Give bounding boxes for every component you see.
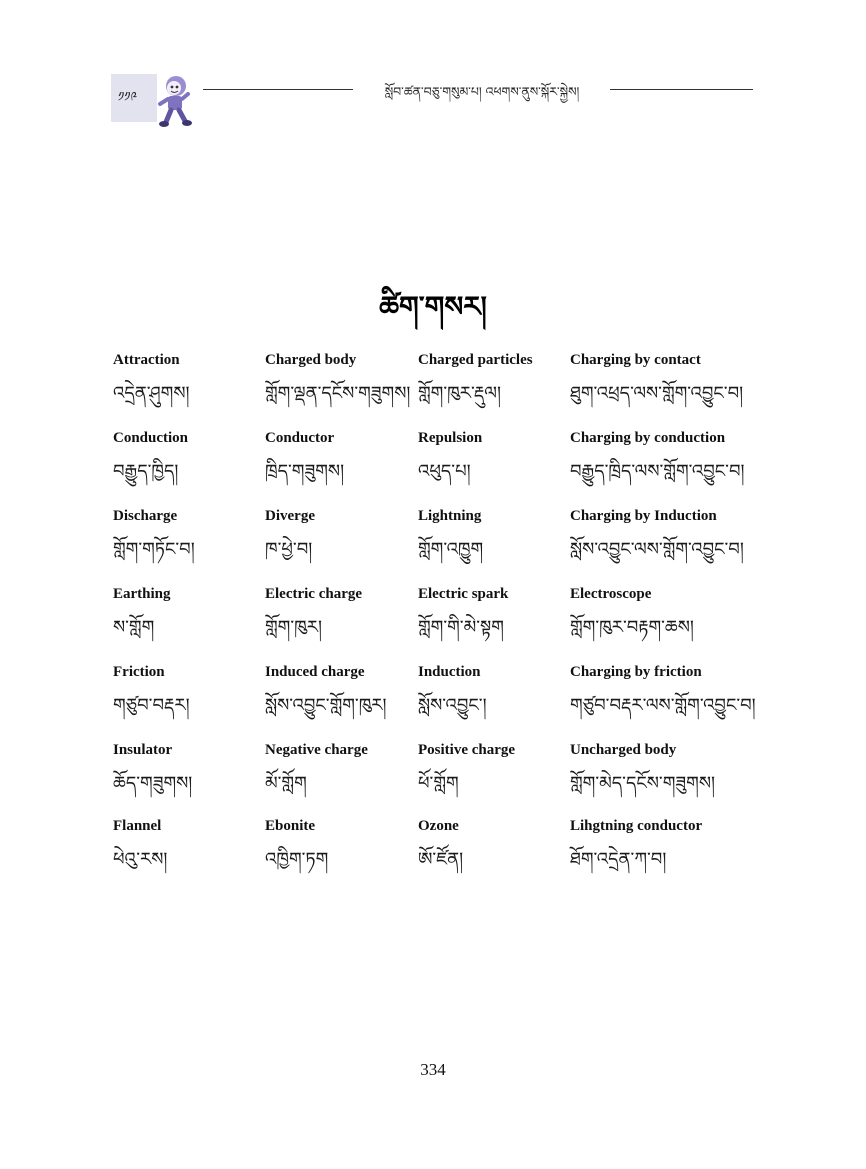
term-english: Conductor	[265, 430, 335, 446]
term-english: Charging by contact	[570, 352, 701, 368]
term-tibetan: མོ་གློག	[265, 773, 307, 794]
term-english: Attraction	[113, 352, 180, 368]
page-number: 334	[420, 1060, 446, 1079]
term-tibetan: བརྒྱུད་ཁྲིད་ལས་གློག་འབྱུང་བ།	[570, 461, 745, 482]
term-english: Friction	[113, 664, 165, 680]
term-tibetan: འདྲེན་ཤུགས།	[113, 383, 190, 404]
term-english: Lihgtning conductor	[570, 818, 703, 834]
term-tibetan: ཁྲིད་གཟུགས།	[265, 461, 345, 482]
term-english: Ozone	[418, 818, 459, 834]
term-english: Charging by conduction	[570, 430, 726, 446]
term-english: Conduction	[113, 430, 189, 446]
term-tibetan: གློག་མེད་དངོས་གཟུགས།	[570, 773, 715, 794]
term-tibetan: གློག་ལྡན་དངོས་གཟུགས།	[265, 383, 411, 404]
term-tibetan: གློག་འཁྱུག	[418, 539, 484, 560]
term-english: Positive charge	[418, 742, 516, 758]
term-tibetan: གློག་གཏོང་བ།	[113, 539, 195, 560]
term-tibetan: གློག་ཁུར།	[265, 617, 322, 638]
term-tibetan: སློས་འབྱུང་།	[418, 695, 487, 716]
glossary-term	[570, 662, 760, 720]
term-tibetan: ཕེའུ་རས།	[113, 849, 168, 870]
term-tibetan: ཆོད་གཟུགས།	[113, 773, 193, 794]
tibetan-page-number: ༡༡༩	[118, 90, 138, 105]
term-english: Electric spark	[418, 586, 509, 602]
term-tibetan: འཁྱིག་ཏག	[265, 849, 329, 870]
term-english: Charged particles	[418, 352, 533, 368]
term-english: Lightning	[418, 508, 482, 524]
glossary-term	[570, 428, 760, 486]
term-tibetan: ཐོག་འདྲེན་ཀ་བ།	[570, 849, 667, 870]
running-header-title: སློབ་ཚན་བཅུ་གསུམ་པ། འཕགས་ནུས་སྐོར་སྐྱེས།	[384, 84, 580, 99]
glossary-term	[570, 506, 760, 564]
term-tibetan: གློག་ཁུར་རྡུལ།	[418, 383, 501, 404]
glossary-term	[570, 740, 760, 798]
term-english: Flannel	[113, 818, 162, 834]
term-tibetan: གཙུབ་བརྡར།	[113, 695, 190, 716]
term-english: Electroscope	[570, 586, 652, 602]
glossary-term	[570, 816, 760, 874]
term-tibetan: སློས་འབྱུང་ལས་གློག་འབྱུང་བ།	[570, 539, 744, 560]
term-tibetan: ཁ་ཕྱེ་བ།	[265, 539, 313, 560]
term-tibetan: སློས་འབྱུང་གློག་ཁུར།	[265, 695, 387, 716]
term-tibetan: ཐུག་འཕྲད་ལས་གློག་འབྱུང་བ།	[570, 383, 744, 404]
term-tibetan: ས་གློག	[113, 617, 155, 638]
term-english: Diverge	[265, 508, 315, 524]
header-rule-right	[610, 89, 753, 90]
section-heading: ཚིག་གསར།	[379, 290, 487, 323]
term-tibetan: བརྒྱུད་ཁྱིད།	[113, 461, 179, 482]
term-tibetan: གློག་ཁུར་བརྟག་ཆས།	[570, 617, 694, 638]
term-tibetan: འཕུད་པ།	[418, 461, 471, 482]
term-english: Negative charge	[265, 742, 368, 758]
header-rule-left	[203, 89, 353, 90]
term-english: Induced charge	[265, 664, 365, 680]
glossary-term	[570, 350, 760, 408]
term-english: Ebonite	[265, 818, 316, 834]
term-english: Charged body	[265, 352, 357, 368]
term-english: Induction	[418, 664, 481, 680]
term-tibetan: གློག་གི་མེ་སྟག	[418, 617, 504, 638]
term-english: Charging by Induction	[570, 508, 717, 524]
page-header	[0, 0, 866, 135]
term-english: Discharge	[113, 508, 178, 524]
term-english: Charging by friction	[570, 664, 702, 680]
term-english: Repulsion	[418, 430, 483, 446]
term-tibetan: གཙུབ་བརྡར་ལས་གློག་འབྱུང་བ།	[570, 695, 756, 716]
term-tibetan: ཕོ་གློག	[418, 773, 459, 794]
term-tibetan: ཨོ་ཛོན།	[418, 849, 464, 870]
cartoon-boy-icon	[152, 74, 196, 128]
term-english: Uncharged body	[570, 742, 677, 758]
glossary-term	[570, 584, 760, 642]
term-english: Insulator	[113, 742, 173, 758]
term-english: Earthing	[113, 586, 171, 602]
term-english: Electric charge	[265, 586, 363, 602]
